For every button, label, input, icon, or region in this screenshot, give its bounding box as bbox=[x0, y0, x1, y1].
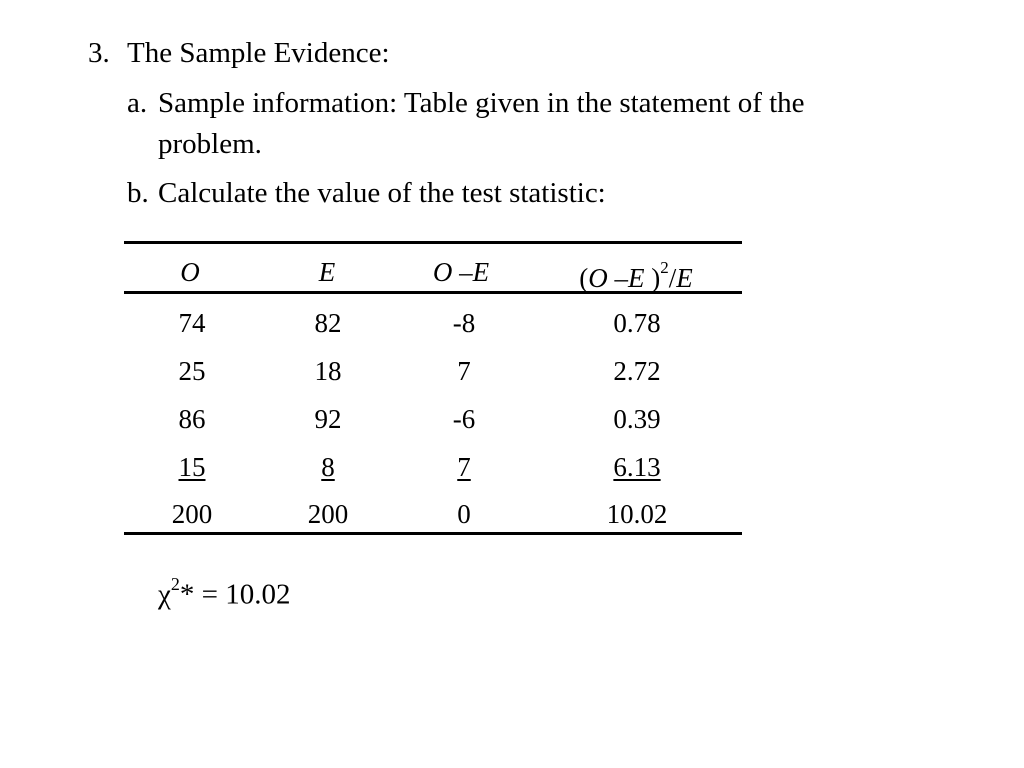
item-a-marker: a. bbox=[127, 87, 148, 119]
item-a-text-line2: problem. bbox=[158, 128, 262, 160]
header-observed-label: O bbox=[180, 257, 200, 287]
table-cell bbox=[253, 451, 403, 483]
header-chi-denominator: E bbox=[676, 263, 693, 293]
header-expected-label: E bbox=[318, 257, 336, 287]
item-b-text: Calculate the value of the test statistic: bbox=[158, 177, 606, 209]
table-bottom-rule bbox=[124, 532, 742, 535]
table-top-rule bbox=[124, 241, 742, 244]
total-cell: 10.02 bbox=[606, 499, 668, 529]
table-cell bbox=[117, 451, 267, 483]
header-diff-o: O bbox=[432, 257, 453, 287]
header-chi-open: ( bbox=[579, 263, 589, 293]
header-diff-minus: – bbox=[459, 257, 473, 287]
section-title: The Sample Evidence: bbox=[127, 37, 390, 69]
table-cell-underlined: 6.13 bbox=[613, 452, 661, 482]
test-statistic-result bbox=[158, 570, 290, 612]
table-cell: 25 bbox=[178, 356, 206, 386]
chi-symbol: χ bbox=[158, 578, 171, 611]
table-cell: 2.72 bbox=[613, 356, 661, 386]
header-chi-e: E bbox=[627, 263, 645, 293]
table-cell: 7 bbox=[457, 356, 471, 386]
header-expected bbox=[252, 256, 402, 288]
table-cell: 0.39 bbox=[613, 404, 661, 434]
header-chi-close: ) bbox=[651, 263, 661, 293]
chi-square-table bbox=[124, 241, 742, 535]
section-heading bbox=[88, 36, 110, 70]
total-cell: 0 bbox=[457, 499, 471, 529]
table-cell bbox=[389, 451, 539, 483]
chi-power: 2 bbox=[170, 574, 180, 594]
table-cell-underlined: 15 bbox=[178, 452, 206, 482]
header-observed bbox=[115, 256, 265, 288]
header-chi-minus: – bbox=[614, 263, 628, 293]
total-cell: 200 bbox=[171, 499, 213, 529]
header-chi-power: 2 bbox=[660, 258, 669, 277]
table-cell-underlined: 8 bbox=[321, 452, 335, 482]
table-cell: 92 bbox=[314, 404, 342, 434]
chi-value: * = 10.02 bbox=[179, 578, 291, 611]
table-cell: 82 bbox=[314, 308, 342, 338]
table-cell: -6 bbox=[452, 404, 476, 434]
table-cell: -8 bbox=[452, 308, 476, 338]
table-cell: 0.78 bbox=[613, 308, 661, 338]
header-difference bbox=[386, 256, 536, 288]
total-cell: 200 bbox=[307, 499, 349, 529]
table-cell-underlined: 7 bbox=[457, 452, 471, 482]
table-cell bbox=[562, 451, 712, 483]
item-a-text-line1: Sample information: Table given in the statement of the bbox=[158, 87, 805, 119]
item-b-marker: b. bbox=[127, 177, 149, 209]
header-diff-e: E bbox=[472, 257, 490, 287]
table-cell: 18 bbox=[314, 356, 342, 386]
header-chi-component bbox=[526, 256, 746, 294]
table-cell: 74 bbox=[178, 308, 206, 338]
section-number: 3. bbox=[88, 37, 110, 69]
table-cell: 86 bbox=[178, 404, 206, 434]
header-chi-slash: / bbox=[668, 263, 677, 293]
header-chi-o: O bbox=[588, 263, 608, 293]
